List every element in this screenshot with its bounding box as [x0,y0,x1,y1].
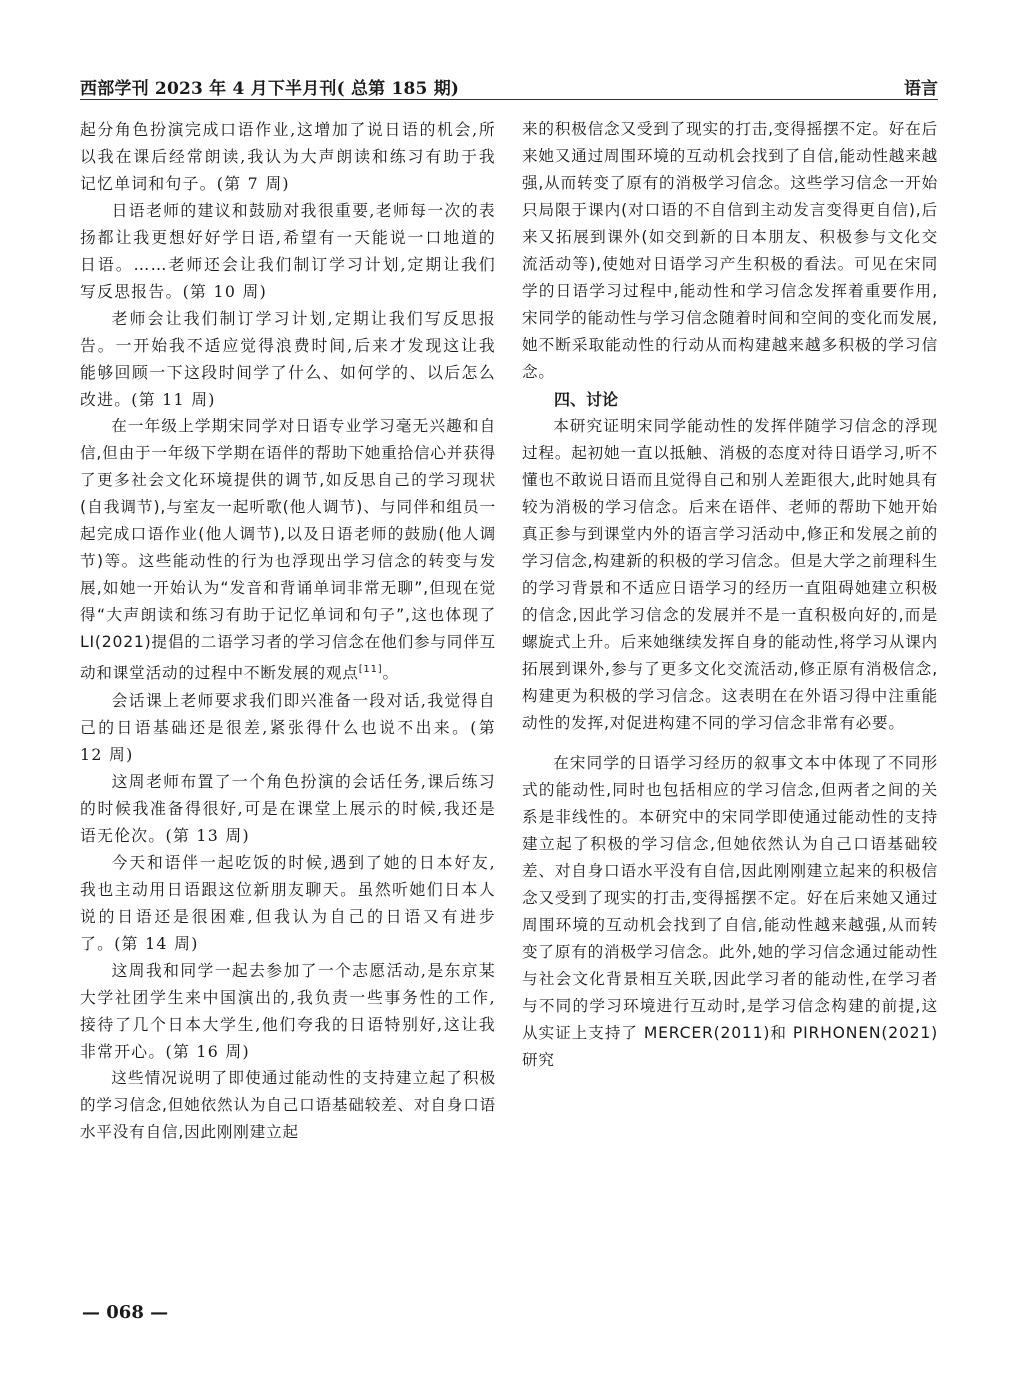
quote-paragraph: 这周我和同学一起去参加了一个志愿活动,是东京某大学社团学生来中国演出的,我负责一些事务性的工作,接待了几个日本大学生,他们夸我的日语特别好,这让我非常开心。(第 16 周) [80,961,496,1062]
right-column [522,116,938,1074]
body-paragraph: 本研究证明宋同学能动性的发挥伴随学习信念的浮现过程。起初她一直以抵触、消极的态度对待日语学习,听不懂也不敢说日语而且觉得自己和别人差距很大,此时她具有较为消极的学习信念。后来在语伴、老师的帮助下她开始真正参与到课堂内外的语言学习活动中,修正和发展之前的学习信念,构建新的积极的学习信念。但是大学之前理科生的学习背景和不适应日语学习的经历一直阻碍她建立积极的信念,因此学习信念的发展并不是一直积极向好的,而是螺旋式上升。后来她继续发挥自身的能动性,将学习从课内拓展到课外,参与了更多文化交流活动,修正原有消极信念,构建更为积极的学习信念。这表明在在外语习得中注重能动性的发挥,对促进构建不同的学习信念非常有必要。 [522,417,938,732]
quote-paragraph: 这周老师布置了一个角色扮演的会话任务,课后练习的时候我准备得很好,可是在课堂上展示的时候,我还是语无伦次。(第 13 周) [80,772,496,846]
body-paragraph: 在宋同学的日语学习经历的叙事文本中体现了不同形式的能动性,同时也包括相应的学习信念,但两者之间的关系是非线性的。本研究中的宋同学即使通过能动性的支持建立起了积极的学习信念,但她依然认为自己口语基础较差、对自身口语水平没有自信,因此刚刚建立起来的积极信念又受到了现实的打击,变得摇摆不定。好在后来她又通过周围环境的互动机会找到了自信,能动性越来越强,从而转变了原有的消极学习信念。此外,她的学习信念通过能动性与社会文化背景相互关联,因此学习者的能动性,在学习者与不同的学习环境进行互动时,是学习信念构建的前提,这从实证上支持了 MERCER(2011)和 PIRHONEN(2021)研究 [522,754,938,1069]
quote-paragraph: 今天和语伴一起吃饭的时候,遇到了她的日本好友,我也主动用日语跟这位新朋友聊天。虽然听她们日本人说的日语还是很困难,但我认为自己的日语又有进步了。(第 14 周) [80,853,496,954]
body-text: 。 [382,664,399,683]
header-rule [80,99,938,100]
left-column [80,116,496,1146]
quote-paragraph: 老师会让我们制订学习计划,定期让我们写反思报告。一开始我不适应觉得浪费时间,后来才发现这让我能够回顾一下这段时间学了什么、如何学的、以后怎么改进。(第 11 周) [80,309,496,409]
body-paragraph: 来的积极信念又受到了现实的打击,变得摇摆不定。好在后来她又通过周围环境的互动机会找到了自信,能动性越来越强,从而转变了原有的消极学习信念。这些学习信念一开始只局限于课内(对口语的不自信到主动发言变得更自信),后来又拓展到课外(如交到新的日本朋友、积极参与文化交流活动等),使她对日语学习产生积极的看法。可见在宋同学的日语学习过程中,能动性和学习信念发挥着重要作用,宋同学的能动性与学习信念随着时间和空间的变化而发展,她不断采取能动性的行动从而构建越来越多积极的学习信念。 [522,120,938,381]
section-label: 语言 [904,79,938,99]
quote-paragraph: 起分角色扮演完成口语作业,这增加了说日语的机会,所以我在课后经常朗读,我认为大声朗读和练习有助于我记忆单词和句子。(第 7 周) [80,120,496,193]
body-paragraph: 这些情况说明了即使通过能动性的支持建立起了积极的学习信念,但她依然认为自己口语基础较差、对自身口语水平没有自信,因此刚刚建立起 [80,1069,496,1142]
section-heading: 四、讨论 [554,390,619,409]
body-text: 在一年级上学期宋同学对日语专业学习毫无兴趣和自信,但由于一年级下学期在语伴的帮助下她重拾信心并获得了更多社会文化环境提供的调节,如反思自己的学习现状(自我调节),与室友一起听歌(他人调节)、与同伴和组员一起完成口语作业(他人调节),以及日语老师的鼓励(他人调节)等。这些能动性的行为也浮现出学习信念的转变与发展,如她一开始认为“发音和背诵单词非常无聊”,但现在觉得“大声朗读和练习有助于记忆单词和句子”,这也体现了 LI(2021)提倡的二语学习者的学习信念在他们参与同伴互动和课堂活动的过程中不断发展的观点 [80,417,496,683]
citation-ref: [11] [358,664,383,675]
quote-paragraph: 日语老师的建议和鼓励对我很重要,老师每一次的表扬都让我更想好好学日语,希望有一天能说一口地道的日语。……老师还会让我们制订学习计划,定期让我们写反思报告。(第 10 周) [80,201,496,301]
journal-masthead: 西部学刊 2023 年 4 月下半月刊( 总第 185 期) [80,79,460,99]
quote-paragraph: 会话课上老师要求我们即兴准备一段对话,我觉得自己的日语基础还是很差,紧张得什么也说不出来。(第 12 周) [80,691,496,765]
running-header [80,74,938,102]
page-number: — 068 — [82,1302,169,1323]
body-paragraph [80,413,496,687]
